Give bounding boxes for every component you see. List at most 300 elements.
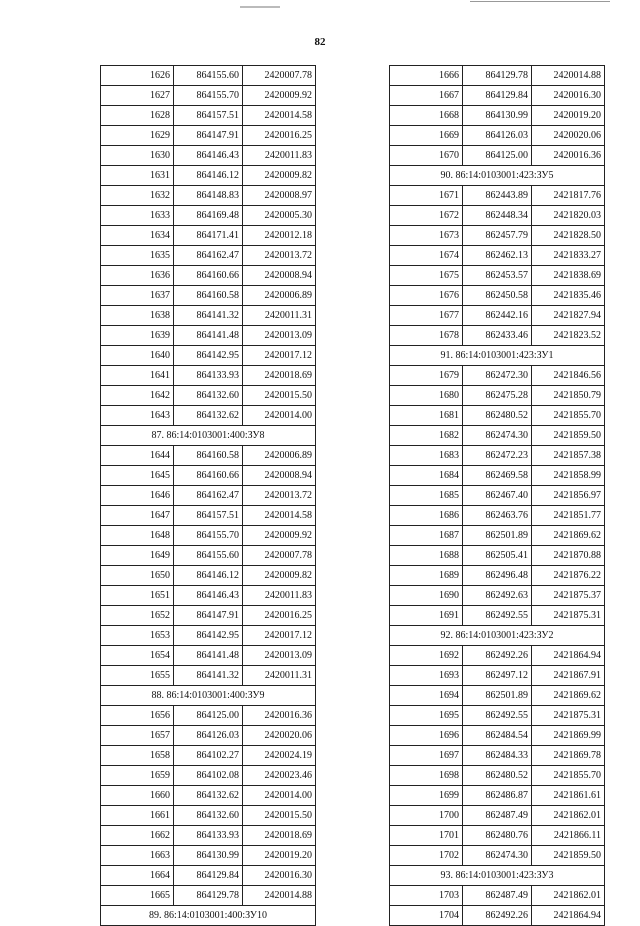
x-coordinate: 864146.43 (174, 586, 243, 606)
table-row (101, 766, 316, 786)
point-number: 1692 (390, 646, 463, 666)
x-coordinate: 862433.46 (463, 326, 532, 346)
y-coordinate: 2420009.82 (243, 166, 316, 186)
section-title: 91. 86:14:0103001:423:ЗУ1 (390, 346, 605, 366)
x-coordinate: 862480.52 (463, 406, 532, 426)
point-number: 1688 (390, 546, 463, 566)
table-row (101, 86, 316, 106)
point-number: 1678 (390, 326, 463, 346)
point-number: 1700 (390, 806, 463, 826)
table-row (390, 846, 605, 866)
point-number: 1672 (390, 206, 463, 226)
x-coordinate: 864157.51 (174, 106, 243, 126)
table-row (101, 546, 316, 566)
point-number: 1673 (390, 226, 463, 246)
table-row (101, 566, 316, 586)
x-coordinate: 864147.91 (174, 606, 243, 626)
x-coordinate: 862492.63 (463, 586, 532, 606)
y-coordinate: 2420008.97 (243, 186, 316, 206)
table-row (390, 266, 605, 286)
x-coordinate: 862457.79 (463, 226, 532, 246)
section-header-row (390, 166, 605, 186)
point-number: 1642 (101, 386, 174, 406)
point-number: 1679 (390, 366, 463, 386)
table-row (101, 366, 316, 386)
x-coordinate: 864146.12 (174, 566, 243, 586)
y-coordinate: 2421851.77 (532, 506, 605, 526)
x-coordinate: 862487.49 (463, 806, 532, 826)
x-coordinate: 862492.55 (463, 706, 532, 726)
point-number: 1631 (101, 166, 174, 186)
point-number: 1656 (101, 706, 174, 726)
x-coordinate: 864155.70 (174, 526, 243, 546)
y-coordinate: 2420013.09 (243, 646, 316, 666)
table-row (390, 446, 605, 466)
table-row (101, 606, 316, 626)
table-row (390, 406, 605, 426)
y-coordinate: 2421869.78 (532, 746, 605, 766)
y-coordinate: 2421833.27 (532, 246, 605, 266)
point-number: 1677 (390, 306, 463, 326)
x-coordinate: 862492.55 (463, 606, 532, 626)
y-coordinate: 2421823.52 (532, 326, 605, 346)
table-row (390, 246, 605, 266)
x-coordinate: 864133.93 (174, 826, 243, 846)
section-header-row (101, 686, 316, 706)
point-number: 1697 (390, 746, 463, 766)
x-coordinate: 864132.60 (174, 386, 243, 406)
point-number: 1649 (101, 546, 174, 566)
x-coordinate: 864130.99 (463, 106, 532, 126)
table-row (101, 526, 316, 546)
point-number: 1632 (101, 186, 174, 206)
x-coordinate: 864102.27 (174, 746, 243, 766)
table-row (390, 766, 605, 786)
x-coordinate: 864155.60 (174, 66, 243, 86)
point-number: 1630 (101, 146, 174, 166)
point-number: 1659 (101, 766, 174, 786)
table-row (390, 586, 605, 606)
point-number: 1686 (390, 506, 463, 526)
y-coordinate: 2421855.70 (532, 766, 605, 786)
x-coordinate: 862492.26 (463, 646, 532, 666)
table-row (390, 646, 605, 666)
table-row (390, 306, 605, 326)
table-row (390, 366, 605, 386)
y-coordinate: 2420016.25 (243, 126, 316, 146)
table-row (101, 406, 316, 426)
table-row (390, 226, 605, 246)
point-number: 1698 (390, 766, 463, 786)
x-coordinate: 864162.47 (174, 246, 243, 266)
x-coordinate: 864129.78 (463, 66, 532, 86)
y-coordinate: 2421875.37 (532, 586, 605, 606)
y-coordinate: 2421817.76 (532, 186, 605, 206)
y-coordinate: 2421858.99 (532, 466, 605, 486)
y-coordinate: 2420016.30 (532, 86, 605, 106)
y-coordinate: 2420016.36 (243, 706, 316, 726)
x-coordinate: 864157.51 (174, 506, 243, 526)
point-number: 1681 (390, 406, 463, 426)
y-coordinate: 2420009.92 (243, 86, 316, 106)
y-coordinate: 2420015.50 (243, 806, 316, 826)
point-number: 1654 (101, 646, 174, 666)
table-row (390, 886, 605, 906)
table-row (101, 146, 316, 166)
y-coordinate: 2421838.69 (532, 266, 605, 286)
point-number: 1655 (101, 666, 174, 686)
y-coordinate: 2421820.03 (532, 206, 605, 226)
point-number: 1670 (390, 146, 463, 166)
point-number: 1696 (390, 726, 463, 746)
section-title: 87. 86:14:0103001:400:ЗУ8 (101, 426, 316, 446)
scan-mark-top-right (470, 1, 610, 2)
point-number: 1650 (101, 566, 174, 586)
x-coordinate: 862486.87 (463, 786, 532, 806)
point-number: 1691 (390, 606, 463, 626)
y-coordinate: 2420013.09 (243, 326, 316, 346)
y-coordinate: 2420024.19 (243, 746, 316, 766)
point-number: 1669 (390, 126, 463, 146)
table-row (101, 206, 316, 226)
section-title: 93. 86:14:0103001:423:ЗУ3 (390, 866, 605, 886)
table-row (101, 486, 316, 506)
point-number: 1676 (390, 286, 463, 306)
y-coordinate: 2420011.83 (243, 146, 316, 166)
table-row (101, 746, 316, 766)
point-number: 1628 (101, 106, 174, 126)
y-coordinate: 2421828.50 (532, 226, 605, 246)
y-coordinate: 2421864.94 (532, 906, 605, 926)
point-number: 1664 (101, 866, 174, 886)
point-number: 1633 (101, 206, 174, 226)
y-coordinate: 2421862.01 (532, 806, 605, 826)
y-coordinate: 2421856.97 (532, 486, 605, 506)
y-coordinate: 2420014.00 (243, 786, 316, 806)
x-coordinate: 864125.00 (174, 706, 243, 726)
x-coordinate: 862480.76 (463, 826, 532, 846)
y-coordinate: 2420013.72 (243, 246, 316, 266)
table-row (390, 666, 605, 686)
table-row (390, 506, 605, 526)
table-row (101, 386, 316, 406)
x-coordinate: 862472.23 (463, 446, 532, 466)
table-row (101, 66, 316, 86)
point-number: 1636 (101, 266, 174, 286)
point-number: 1702 (390, 846, 463, 866)
table-row (101, 446, 316, 466)
point-number: 1690 (390, 586, 463, 606)
x-coordinate: 862474.30 (463, 426, 532, 446)
x-coordinate: 864155.70 (174, 86, 243, 106)
point-number: 1657 (101, 726, 174, 746)
x-coordinate: 862462.13 (463, 246, 532, 266)
y-coordinate: 2421835.46 (532, 286, 605, 306)
x-coordinate: 862501.89 (463, 686, 532, 706)
point-number: 1637 (101, 286, 174, 306)
point-number: 1663 (101, 846, 174, 866)
point-number: 1687 (390, 526, 463, 546)
section-title: 90. 86:14:0103001:423:ЗУ5 (390, 166, 605, 186)
y-coordinate: 2420017.12 (243, 346, 316, 366)
table-row (101, 726, 316, 746)
x-coordinate: 864129.84 (463, 86, 532, 106)
x-coordinate: 862492.26 (463, 906, 532, 926)
y-coordinate: 2421869.62 (532, 686, 605, 706)
y-coordinate: 2421864.94 (532, 646, 605, 666)
x-coordinate: 864160.66 (174, 266, 243, 286)
table-row (101, 246, 316, 266)
x-coordinate: 864160.66 (174, 466, 243, 486)
table-row (101, 666, 316, 686)
point-number: 1639 (101, 326, 174, 346)
table-row (390, 146, 605, 166)
y-coordinate: 2420020.06 (532, 126, 605, 146)
table-row (390, 86, 605, 106)
y-coordinate: 2420018.69 (243, 826, 316, 846)
table-row (101, 506, 316, 526)
x-coordinate: 864126.03 (174, 726, 243, 746)
y-coordinate: 2421859.50 (532, 846, 605, 866)
x-coordinate: 862501.89 (463, 526, 532, 546)
y-coordinate: 2420008.94 (243, 466, 316, 486)
table-row (101, 326, 316, 346)
point-number: 1671 (390, 186, 463, 206)
point-number: 1701 (390, 826, 463, 846)
table-row (390, 786, 605, 806)
point-number: 1674 (390, 246, 463, 266)
x-coordinate: 864147.91 (174, 126, 243, 146)
x-coordinate: 864130.99 (174, 846, 243, 866)
point-number: 1629 (101, 126, 174, 146)
table-row (101, 166, 316, 186)
table-row (101, 226, 316, 246)
table-row (101, 266, 316, 286)
y-coordinate: 2420006.89 (243, 286, 316, 306)
table-row (390, 826, 605, 846)
y-coordinate: 2420012.18 (243, 226, 316, 246)
x-coordinate: 864146.43 (174, 146, 243, 166)
section-header-row (390, 866, 605, 886)
x-coordinate: 864162.47 (174, 486, 243, 506)
point-number: 1627 (101, 86, 174, 106)
x-coordinate: 864132.62 (174, 786, 243, 806)
y-coordinate: 2421866.11 (532, 826, 605, 846)
x-coordinate: 862469.58 (463, 466, 532, 486)
y-coordinate: 2420016.36 (532, 146, 605, 166)
x-coordinate: 864142.95 (174, 626, 243, 646)
table-row (101, 186, 316, 206)
table-row (101, 646, 316, 666)
table-row (390, 706, 605, 726)
y-coordinate: 2420023.46 (243, 766, 316, 786)
section-header-row (390, 626, 605, 646)
x-coordinate: 862474.30 (463, 846, 532, 866)
y-coordinate: 2420019.20 (243, 846, 316, 866)
x-coordinate: 864132.60 (174, 806, 243, 826)
y-coordinate: 2420014.58 (243, 106, 316, 126)
y-coordinate: 2421850.79 (532, 386, 605, 406)
point-number: 1704 (390, 906, 463, 926)
y-coordinate: 2421846.56 (532, 366, 605, 386)
x-coordinate: 862497.12 (463, 666, 532, 686)
coordinates-table-right (389, 65, 605, 926)
section-header-row (101, 906, 316, 926)
y-coordinate: 2421827.94 (532, 306, 605, 326)
table-row (390, 806, 605, 826)
x-coordinate: 862467.40 (463, 486, 532, 506)
x-coordinate: 862484.54 (463, 726, 532, 746)
table-row (390, 606, 605, 626)
table-row (390, 746, 605, 766)
point-number: 1703 (390, 886, 463, 906)
y-coordinate: 2420007.78 (243, 66, 316, 86)
x-coordinate: 864132.62 (174, 406, 243, 426)
x-coordinate: 864125.00 (463, 146, 532, 166)
table-row (390, 726, 605, 746)
point-number: 1643 (101, 406, 174, 426)
section-header-row (390, 346, 605, 366)
point-number: 1694 (390, 686, 463, 706)
table-row (101, 306, 316, 326)
y-coordinate: 2421876.22 (532, 566, 605, 586)
y-coordinate: 2421855.70 (532, 406, 605, 426)
table-row (390, 906, 605, 926)
x-coordinate: 862448.34 (463, 206, 532, 226)
y-coordinate: 2420017.12 (243, 626, 316, 646)
y-coordinate: 2421859.50 (532, 426, 605, 446)
y-coordinate: 2421857.38 (532, 446, 605, 466)
table-row (101, 826, 316, 846)
table-row (390, 206, 605, 226)
x-coordinate: 864142.95 (174, 346, 243, 366)
x-coordinate: 864141.32 (174, 306, 243, 326)
y-coordinate: 2420014.00 (243, 406, 316, 426)
y-coordinate: 2420005.30 (243, 206, 316, 226)
point-number: 1644 (101, 446, 174, 466)
point-number: 1645 (101, 466, 174, 486)
point-number: 1680 (390, 386, 463, 406)
x-coordinate: 864160.58 (174, 286, 243, 306)
point-number: 1684 (390, 466, 463, 486)
point-number: 1658 (101, 746, 174, 766)
scan-mark-top (240, 6, 280, 8)
table-row (390, 326, 605, 346)
point-number: 1699 (390, 786, 463, 806)
point-number: 1667 (390, 86, 463, 106)
y-coordinate: 2420007.78 (243, 546, 316, 566)
table-row (390, 546, 605, 566)
point-number: 1675 (390, 266, 463, 286)
x-coordinate: 862442.16 (463, 306, 532, 326)
point-number: 1635 (101, 246, 174, 266)
point-number: 1665 (101, 886, 174, 906)
point-number: 1647 (101, 506, 174, 526)
point-number: 1693 (390, 666, 463, 686)
point-number: 1682 (390, 426, 463, 446)
y-coordinate: 2421870.88 (532, 546, 605, 566)
table-row (390, 286, 605, 306)
point-number: 1634 (101, 226, 174, 246)
point-number: 1689 (390, 566, 463, 586)
y-coordinate: 2420009.82 (243, 566, 316, 586)
table-row (390, 186, 605, 206)
table-row (101, 886, 316, 906)
coordinates-table-left (100, 65, 316, 926)
x-coordinate: 862450.58 (463, 286, 532, 306)
y-coordinate: 2420020.06 (243, 726, 316, 746)
x-coordinate: 864141.32 (174, 666, 243, 686)
y-coordinate: 2420006.89 (243, 446, 316, 466)
y-coordinate: 2420016.30 (243, 866, 316, 886)
table-row (101, 846, 316, 866)
x-coordinate: 864133.93 (174, 366, 243, 386)
y-coordinate: 2420019.20 (532, 106, 605, 126)
y-coordinate: 2421869.62 (532, 526, 605, 546)
x-coordinate: 862505.41 (463, 546, 532, 566)
table-row (101, 806, 316, 826)
x-coordinate: 864171.41 (174, 226, 243, 246)
x-coordinate: 864141.48 (174, 326, 243, 346)
x-coordinate: 862463.76 (463, 506, 532, 526)
point-number: 1653 (101, 626, 174, 646)
y-coordinate: 2421875.31 (532, 706, 605, 726)
x-coordinate: 862487.49 (463, 886, 532, 906)
point-number: 1640 (101, 346, 174, 366)
y-coordinate: 2421867.91 (532, 666, 605, 686)
table-row (101, 626, 316, 646)
x-coordinate: 864160.58 (174, 446, 243, 466)
x-coordinate: 864148.83 (174, 186, 243, 206)
y-coordinate: 2420018.69 (243, 366, 316, 386)
point-number: 1652 (101, 606, 174, 626)
point-number: 1651 (101, 586, 174, 606)
y-coordinate: 2420011.31 (243, 306, 316, 326)
x-coordinate: 862453.57 (463, 266, 532, 286)
table-row (390, 386, 605, 406)
table-row (390, 466, 605, 486)
table-row (101, 466, 316, 486)
point-number: 1626 (101, 66, 174, 86)
table-row (390, 526, 605, 546)
x-coordinate: 862475.28 (463, 386, 532, 406)
table-row (390, 126, 605, 146)
table-row (101, 346, 316, 366)
table-row (101, 126, 316, 146)
x-coordinate: 862443.89 (463, 186, 532, 206)
y-coordinate: 2420015.50 (243, 386, 316, 406)
point-number: 1662 (101, 826, 174, 846)
y-coordinate: 2421869.99 (532, 726, 605, 746)
x-coordinate: 864129.84 (174, 866, 243, 886)
table-row (101, 286, 316, 306)
table-row (101, 706, 316, 726)
point-number: 1660 (101, 786, 174, 806)
x-coordinate: 864141.48 (174, 646, 243, 666)
point-number: 1648 (101, 526, 174, 546)
y-coordinate: 2421862.01 (532, 886, 605, 906)
y-coordinate: 2420011.31 (243, 666, 316, 686)
point-number: 1641 (101, 366, 174, 386)
x-coordinate: 864169.48 (174, 206, 243, 226)
table-row (390, 106, 605, 126)
table-row (390, 686, 605, 706)
table-row (390, 486, 605, 506)
x-coordinate: 862496.48 (463, 566, 532, 586)
y-coordinate: 2420011.83 (243, 586, 316, 606)
point-number: 1685 (390, 486, 463, 506)
point-number: 1646 (101, 486, 174, 506)
